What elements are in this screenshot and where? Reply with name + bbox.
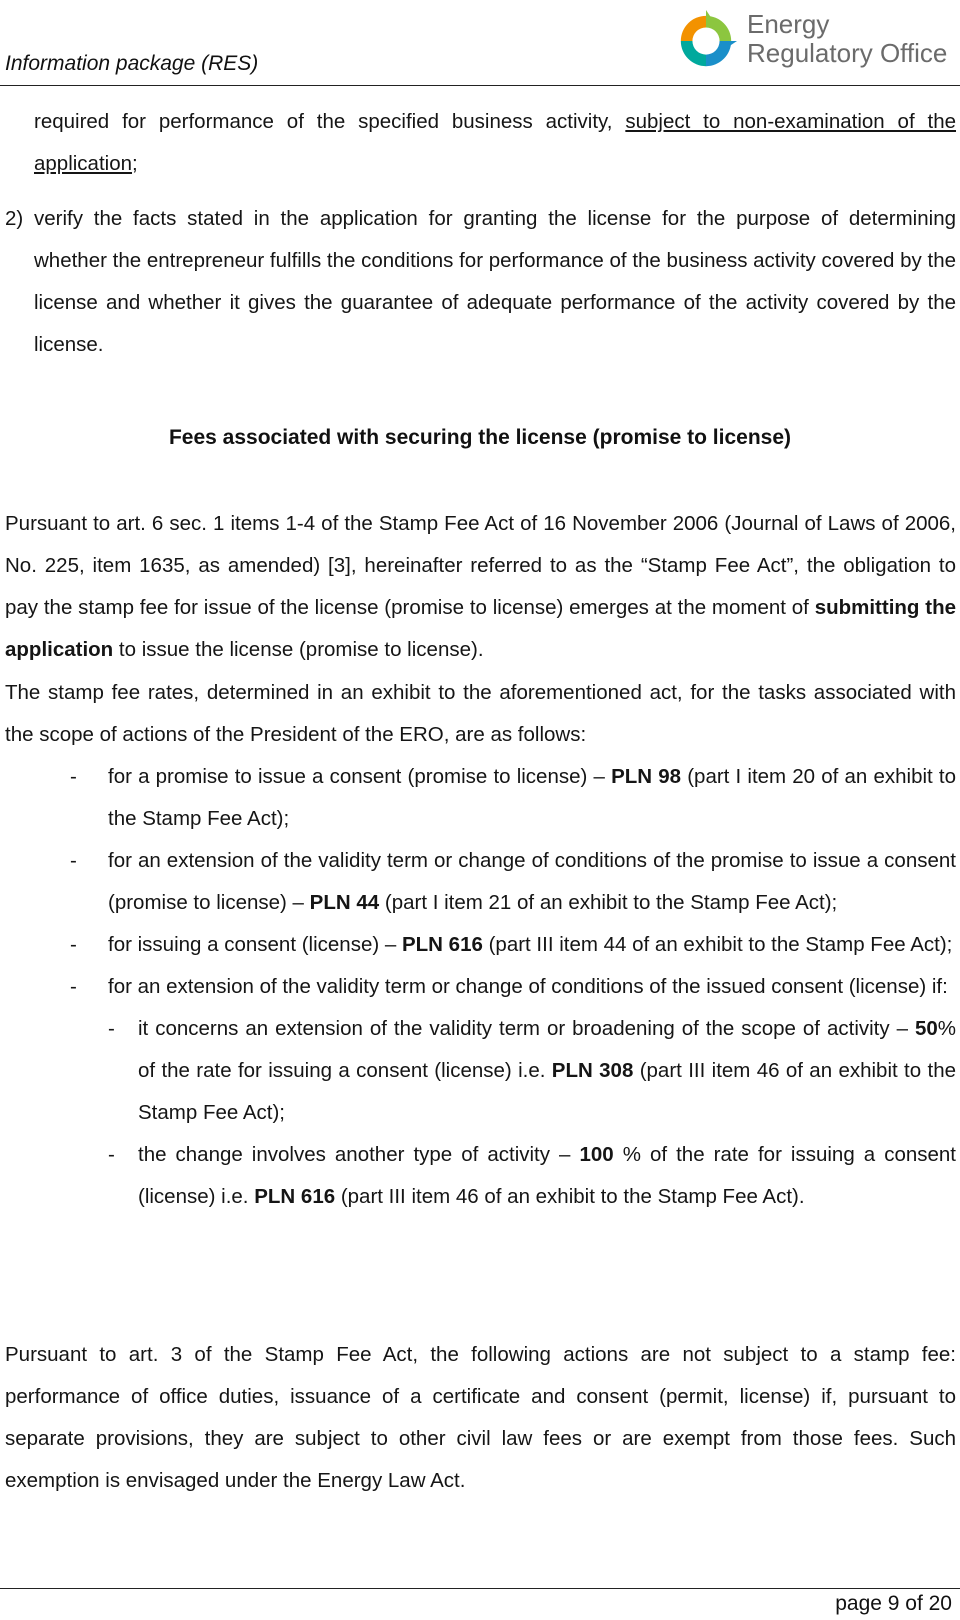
paragraph-stamp-fee-obligation [5,503,956,671]
underlined-phrase: subject to non-examination of the application [34,110,956,175]
percentage: 50 [914,1017,938,1040]
logo-line-2: Regulatory Office [747,38,948,68]
bullet-dash: - [70,765,77,788]
list-item [5,840,956,924]
page-number: page 9 of 20 [835,1592,952,1615]
sub-bullet-dash: - [108,1017,115,1040]
fee-amount: PLN 308 [551,1059,634,1082]
list-item-2 [5,198,956,366]
fee-amount: PLN 98 [611,765,682,788]
paragraph-exemptions: Pursuant to art. 3 of the Stamp Fee Act, the following actions are not subject to a stamp fee: performance of office duties, issuance of a certificate and consent (permit, license) if, pursuant to separate provisions, they are subject to other civil law fees or are exempt from those fees. Such exemption is envisaged under the Energy Law Act. [5,1343,956,1492]
footer-divider [0,1588,960,1589]
item-number: 2) [5,207,24,230]
bullet-dash: - [70,933,77,956]
bullet-dash: - [70,849,77,872]
para1-bold: submitting the application [5,596,957,661]
sub-list-item [5,1134,956,1218]
fee-list [5,756,956,1218]
para1-text-end: to issue the license (promise to license). [113,638,484,661]
section-heading: Fees associated with securing the license (promise to license) [168,426,792,449]
list-item [5,756,956,840]
ero-logo-icon [675,10,737,72]
sub-list-item-text: the change involves another type of activity – 100 % of the rate for issuing a consent (license) i.e. PLN 616 (part III item 46 of an exhibit to the Stamp Fee Act). [138,1143,956,1208]
list-item-text: for issuing a consent (license) – PLN 616 (part III item 44 of an exhibit to the Stamp Fee Act); [108,933,953,956]
list-item-text: for an extension of the validity term or change of conditions of the issued consent (license) if: [108,975,948,998]
list-item [5,924,956,966]
logo-line-1: Energy [747,9,830,39]
list-item-text: for an extension of the validity term or change of conditions of the promise to issue a consent (promise to license) – PLN 44 (part I item 21 of an exhibit to the Stamp Fee Act); [108,849,956,914]
sub-list-item [5,1008,956,1134]
paragraph-fee-rates: The stamp fee rates, determined in an exhibit to the aforementioned act, for the tasks associated with the scope of actions of the President of the ERO, are as follows: [5,681,956,746]
para1-text: Pursuant to art. 6 sec. 1 items 1-4 of the Stamp Fee Act of 16 November 2006 (Journal of Laws of 2006, No. 225, item 1635, as amended) [3], hereinafter referred to as the “Stamp Fee Act”, the obligation to pay the stamp fee for issue of the license (promise to license) emerges at the moment of [5,512,956,619]
sub-list-item-text: it concerns an extension of the validity term or broadening of the scope of activity – 50% of the rate for issuing a consent (license) i.e. PLN 308 (part III item 46 of an exhibit to the Stamp Fee Act); [138,1017,957,1124]
logo-wordmark [747,10,947,68]
fee-amount: PLN 44 [309,891,380,914]
ero-logo [675,8,955,78]
bullet-dash: - [70,975,77,998]
item-text: verify the facts stated in the application for granting the license for the purpose of determining whether the entrepreneur fulfills the conditions for performance of the business activity covered by the license and whether it gives the guarantee of adequate performance of the activity covered by the license. [34,207,956,356]
fee-amount: PLN 616 [401,933,483,956]
percentage: 100 [579,1143,614,1166]
continuation-end: ; [132,152,138,175]
list-item [5,966,956,1008]
item-1-continuation [34,101,956,185]
document-header-title: Information package (RES) [5,52,259,75]
list-item-text: for a promise to issue a consent (promise to license) – PLN 98 (part I item 20 of an exhibit to the Stamp Fee Act); [108,765,956,830]
header-divider [0,85,960,86]
continuation-text: required for performance of the specified business activity, [34,110,626,133]
sub-bullet-dash: - [108,1143,115,1166]
fee-amount: PLN 616 [254,1185,336,1208]
